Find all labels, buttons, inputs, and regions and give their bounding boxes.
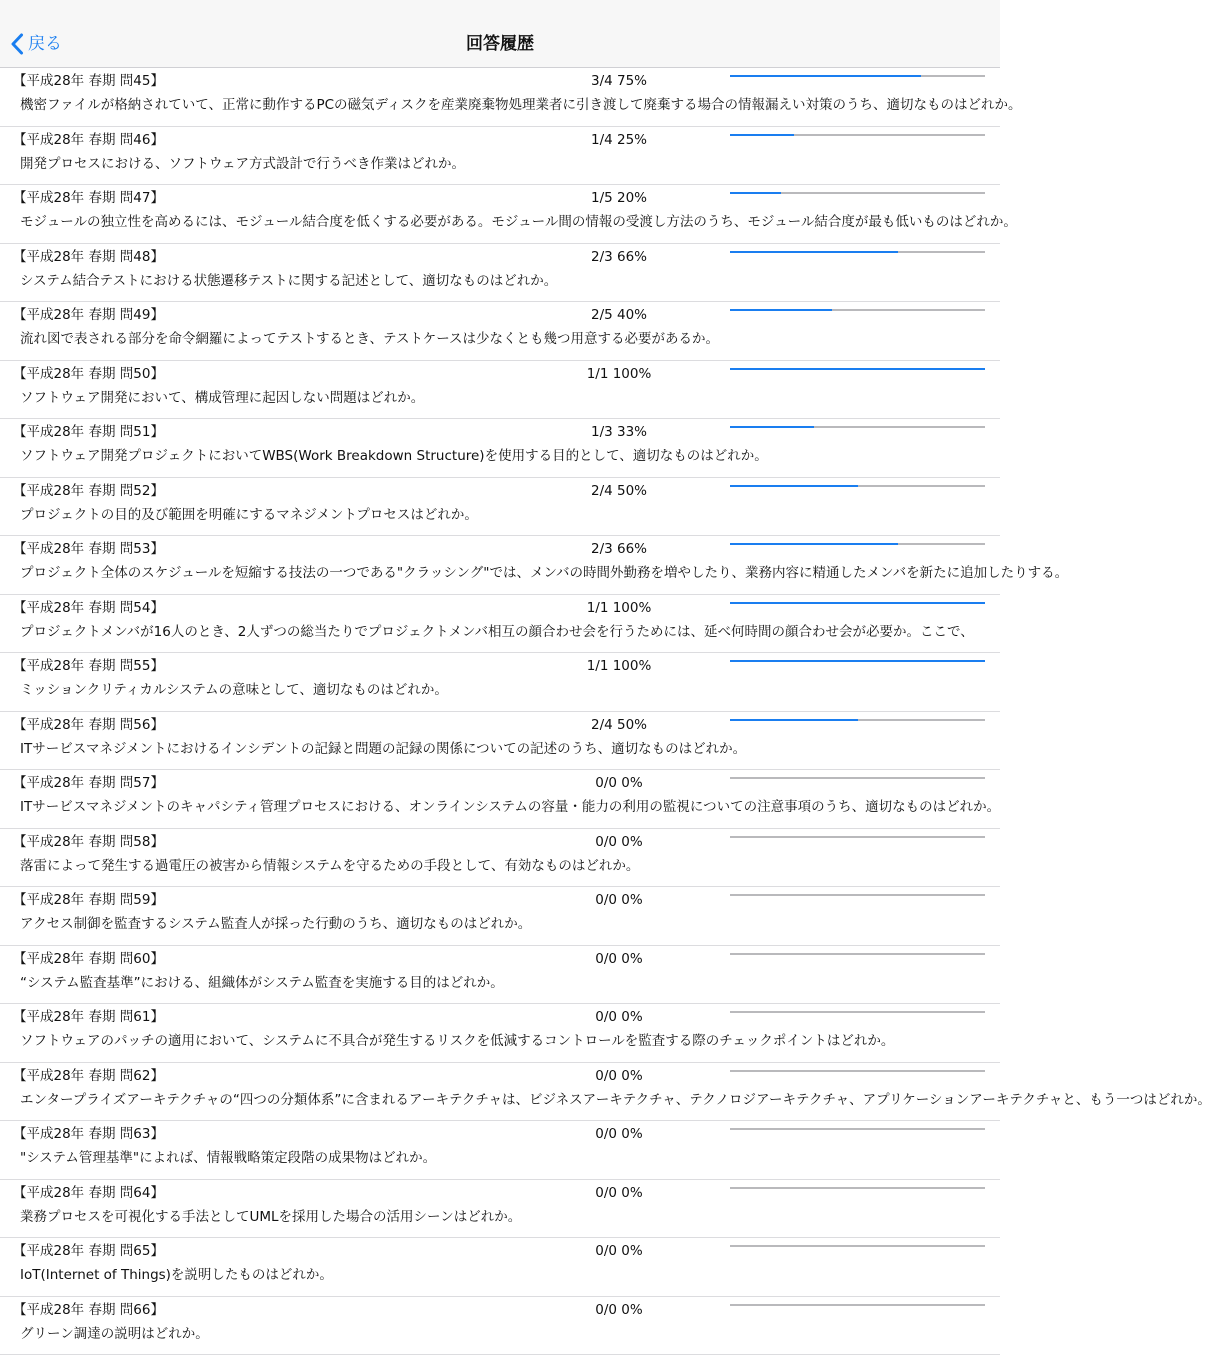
score-label: 2/4 50% (560, 715, 678, 735)
score-label: 1/4 25% (560, 130, 678, 150)
score-label: 0/0 0% (560, 773, 678, 793)
progress-bar (730, 1187, 985, 1189)
score-label: 0/0 0% (560, 1183, 678, 1203)
progress-bar (730, 1070, 985, 1072)
progress-bar (730, 75, 985, 77)
list-item[interactable] (0, 478, 1000, 537)
question-text: 開発プロセスにおける、ソフトウェア方式設計で行うべき作業はどれか。 (20, 153, 984, 175)
question-id: 【平成28年 春期 問53】 (13, 539, 164, 559)
question-id: 【平成28年 春期 問49】 (13, 305, 164, 325)
question-text: プロジェクトメンバが16人のとき、2人ずつの総当たりでプロジェクトメンバ相互の顔合わせ会を行うためには、延べ何時間の顔合わせ会が必要か。ここで、 (20, 621, 984, 643)
list-item[interactable] (0, 770, 1000, 829)
question-text: グリーン調達の説明はどれか。 (20, 1323, 984, 1345)
question-id: 【平成28年 春期 問45】 (13, 71, 164, 91)
progress-bar (730, 660, 985, 662)
progress-bar-fill (730, 602, 985, 604)
question-id: 【平成28年 春期 問63】 (13, 1124, 164, 1144)
question-text: ITサービスマネジメントのキャパシティ管理プロセスにおける、オンラインシステムの容量・能力の利用の監視についての注意事項のうち、適切なものはどれか。 (20, 796, 984, 818)
question-id: 【平成28年 春期 問47】 (13, 188, 164, 208)
score-label: 3/4 75% (560, 71, 678, 91)
progress-bar (730, 1304, 985, 1306)
list-item[interactable] (0, 1238, 1000, 1297)
list-item[interactable] (0, 1180, 1000, 1239)
question-id: 【平成28年 春期 問56】 (13, 715, 164, 735)
question-text: “システム監査基準”における、組織体がシステム監査を実施する目的はどれか。 (20, 972, 984, 994)
question-id: 【平成28年 春期 問52】 (13, 481, 164, 501)
score-label: 0/0 0% (560, 949, 678, 969)
score-label: 0/0 0% (560, 1007, 678, 1027)
progress-bar-fill (730, 660, 985, 662)
progress-bar (730, 602, 985, 604)
question-text: エンタープライズアーキテクチャの“四つの分類体系”に含まれるアーキテクチャは、ビジネスアーキテクチャ、テクノロジアーキテクチャ、アプリケーションアーキテクチャと、もう一つはどれか。 (20, 1089, 984, 1111)
question-text: ソフトウェアのパッチの適用において、システムに不具合が発生するリスクを低減するコントロールを監査する際のチェックポイントはどれか。 (20, 1030, 984, 1052)
progress-bar (730, 192, 985, 194)
progress-bar-fill (730, 426, 814, 428)
score-label: 1/3 33% (560, 422, 678, 442)
score-label: 1/1 100% (560, 656, 678, 676)
page-title: 回答履歴 (0, 31, 1000, 57)
score-label: 2/4 50% (560, 481, 678, 501)
score-label: 1/1 100% (560, 364, 678, 384)
progress-bar (730, 777, 985, 779)
list-item[interactable] (0, 68, 1000, 127)
progress-bar-fill (730, 192, 781, 194)
progress-bar (730, 1245, 985, 1247)
question-id: 【平成28年 春期 問48】 (13, 247, 164, 267)
question-text: ミッションクリティカルシステムの意味として、適切なものはどれか。 (20, 679, 984, 701)
list-item[interactable] (0, 536, 1000, 595)
question-text: システム結合テストにおける状態遷移テストに関する記述として、適切なものはどれか。 (20, 270, 984, 292)
question-text: アクセス制御を監査するシステム監査人が採った行動のうち、適切なものはどれか。 (20, 913, 984, 935)
progress-bar (730, 426, 985, 428)
score-label: 1/5 20% (560, 188, 678, 208)
progress-bar (730, 836, 985, 838)
question-text: 機密ファイルが格納されていて、正常に動作するPCの磁気ディスクを産業廃棄物処理業者に引き渡して廃棄する場合の情報漏えい対策のうち、適切なものはどれか。 (20, 94, 984, 116)
list-item[interactable] (0, 1121, 1000, 1180)
score-label: 0/0 0% (560, 890, 678, 910)
progress-bar (730, 894, 985, 896)
question-id: 【平成28年 春期 問54】 (13, 598, 164, 618)
score-label: 0/0 0% (560, 1241, 678, 1261)
question-id: 【平成28年 春期 問61】 (13, 1007, 164, 1027)
progress-bar-fill (730, 368, 985, 370)
progress-bar (730, 309, 985, 311)
list-item[interactable] (0, 244, 1000, 303)
list-item[interactable] (0, 185, 1000, 244)
question-text: "システム管理基準"によれば、情報戦略策定段階の成果物はどれか。 (20, 1147, 984, 1169)
question-text: プロジェクトの目的及び範囲を明確にするマネジメントプロセスはどれか。 (20, 504, 984, 526)
question-text: モジュールの独立性を高めるには、モジュール結合度を低くする必要がある。モジュール間の情報の受渡し方法のうち、モジュール結合度が最も低いものはどれか。 (20, 211, 984, 233)
progress-bar (730, 543, 985, 545)
question-id: 【平成28年 春期 問55】 (13, 656, 164, 676)
question-text: 業務プロセスを可視化する手法としてUMLを採用した場合の活用シーンはどれか。 (20, 1206, 984, 1228)
list-item[interactable] (0, 829, 1000, 888)
question-id: 【平成28年 春期 問59】 (13, 890, 164, 910)
list-item[interactable] (0, 653, 1000, 712)
progress-bar (730, 251, 985, 253)
progress-bar-fill (730, 543, 898, 545)
question-text: IoT(Internet of Things)を説明したものはどれか。 (20, 1264, 984, 1286)
list-item[interactable] (0, 887, 1000, 946)
list-item[interactable] (0, 1004, 1000, 1063)
question-id: 【平成28年 春期 問46】 (13, 130, 164, 150)
list-item[interactable] (0, 712, 1000, 771)
question-id: 【平成28年 春期 問64】 (13, 1183, 164, 1203)
answer-history-list (0, 68, 1000, 1355)
question-text: 流れ図で表される部分を命令網羅によってテストするとき、テストケースは少なくとも幾つ用意する必要があるか。 (20, 328, 984, 350)
score-label: 0/0 0% (560, 1300, 678, 1320)
question-id: 【平成28年 春期 問62】 (13, 1066, 164, 1086)
question-id: 【平成28年 春期 問65】 (13, 1241, 164, 1261)
progress-bar (730, 134, 985, 136)
progress-bar-fill (730, 134, 794, 136)
back-label: 戻る (28, 28, 62, 60)
question-id: 【平成28年 春期 問57】 (13, 773, 164, 793)
list-item[interactable] (0, 127, 1000, 186)
list-item[interactable] (0, 1297, 1000, 1355)
list-item[interactable] (0, 302, 1000, 361)
question-id: 【平成28年 春期 問51】 (13, 422, 164, 442)
progress-bar-fill (730, 251, 898, 253)
list-item[interactable] (0, 1063, 1000, 1122)
progress-bar (730, 1128, 985, 1130)
question-id: 【平成28年 春期 問58】 (13, 832, 164, 852)
progress-bar-fill (730, 485, 858, 487)
question-text: ITサービスマネジメントにおけるインシデントの記録と問題の記録の関係についての記述のうち、適切なものはどれか。 (20, 738, 984, 760)
progress-bar (730, 485, 985, 487)
progress-bar (730, 1011, 985, 1013)
score-label: 0/0 0% (560, 832, 678, 852)
question-text: 落雷によって発生する過電圧の被害から情報システムを守るための手段として、有効なものはどれか。 (20, 855, 984, 877)
list-item[interactable] (0, 595, 1000, 654)
question-text: プロジェクト全体のスケジュールを短縮する技法の一つである"クラッシング"では、メンバの時間外勤務を増やしたり、業務内容に精通したメンバを新たに追加したりする。 (20, 562, 984, 584)
score-label: 1/1 100% (560, 598, 678, 618)
list-item[interactable] (0, 946, 1000, 1005)
score-label: 0/0 0% (560, 1124, 678, 1144)
progress-bar (730, 953, 985, 955)
progress-bar-fill (730, 309, 832, 311)
score-label: 2/3 66% (560, 539, 678, 559)
navigation-bar (0, 0, 1000, 68)
question-id: 【平成28年 春期 問60】 (13, 949, 164, 969)
score-label: 2/5 40% (560, 305, 678, 325)
list-item[interactable] (0, 419, 1000, 478)
score-label: 2/3 66% (560, 247, 678, 267)
question-text: ソフトウェア開発プロジェクトにおいてWBS(Work Breakdown Structure)を使用する目的として、適切なものはどれか。 (20, 445, 984, 467)
score-label: 0/0 0% (560, 1066, 678, 1086)
progress-bar (730, 368, 985, 370)
list-item[interactable] (0, 361, 1000, 420)
question-text: ソフトウェア開発において、構成管理に起因しない問題はどれか。 (20, 387, 984, 409)
progress-bar (730, 719, 985, 721)
progress-bar-fill (730, 719, 858, 721)
question-id: 【平成28年 春期 問66】 (13, 1300, 164, 1320)
question-id: 【平成28年 春期 問50】 (13, 364, 164, 384)
progress-bar-fill (730, 75, 921, 77)
